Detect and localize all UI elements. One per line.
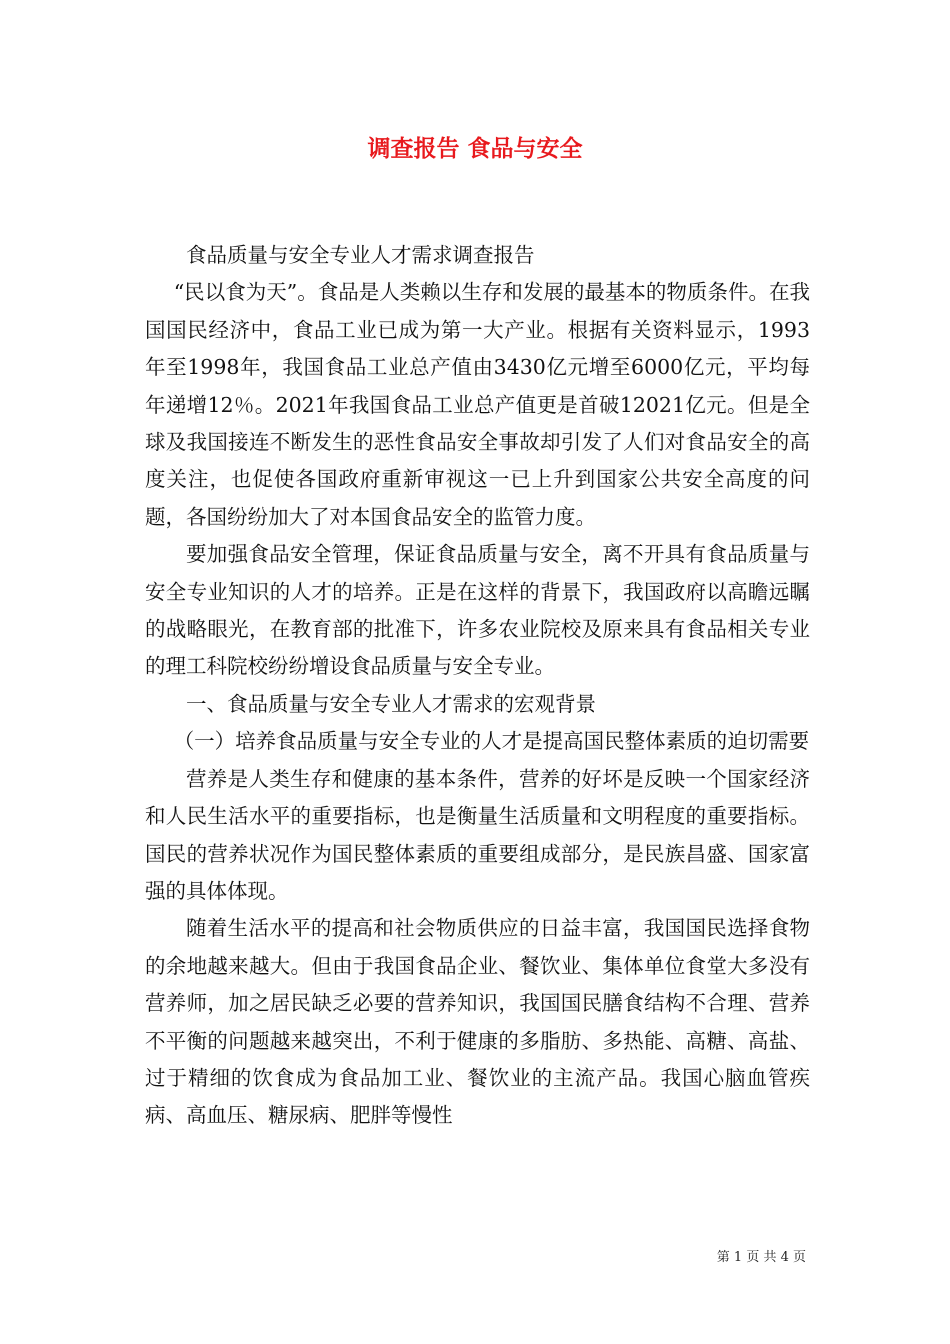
paragraph-nutrition: 营养是人类生存和健康的基本条件，营养的好坏是反映一个国家经济和人民生活水平的重要指标，也是衡量生活质量和文明程度的重要指标。国民的营养状况作为国民整体素质的重要组成部分，是民族昌盛、国家富强的具体体现。	[145, 766, 810, 903]
page-number-footer: 第 1 页 共 4 页	[716, 1250, 806, 1265]
page-title: 调查报告 食品与安全	[367, 136, 583, 162]
subsection-heading-national-quality: （一）培养食品质量与安全专业的人才是提高国民整体素质的迫切需要	[173, 729, 810, 754]
paragraph-living-standards: 随着生活水平的提高和社会物质供应的日益丰富，我国国民选择食物的余地越来越大。但由于我国食品企业、餐饮业、集体单位食堂大多没有营养师，加之居民缺乏必要的营养知识，我国国民膳食结构不合理、营养不平衡的问题越来越突出，不利于健康的多脂肪、多热能、高糖、高盐、过于精细的饮食成为食品加工业、餐饮业的主流产品。我国心脑血管疾病、高血压、糖尿病、肥胖等慢性	[145, 916, 810, 1128]
paragraph-report-subtitle: 食品质量与安全专业人才需求调查报告	[186, 243, 535, 267]
section-heading-macro-background: 一、食品质量与安全专业人才需求的宏观背景	[186, 691, 596, 716]
document-body	[145, 237, 810, 1135]
paragraph-intro: “民以食为天”。食品是人类赖以生存和发展的最基本的物质条件。在我国国民经济中，食品工业已成为第一大产业。根据有关资料显示，1993年至1998年，我国食品工业总产值由3430亿元增至6000亿元，平均每年递增12％。2021年我国食品工业总产值更是首破12021亿元。但是全球及我国接连不断发生的恶性食品安全事故却引发了人们对食品安全的高度关注，也促使各国政府重新审视这一已上升到国家公共安全高度的问题，各国纷纷加大了对本国食品安全的监管力度。	[145, 280, 810, 529]
paragraph-talent-training: 要加强食品安全管理，保证食品质量与安全，离不开具有食品质量与安全专业知识的人才的培养。正是在这样的背景下，我国政府以高瞻远瞩的战略眼光，在教育部的批准下，许多农业院校及原来具有食品相关专业的理工科院校纷纷增设食品质量与安全专业。	[145, 542, 810, 679]
